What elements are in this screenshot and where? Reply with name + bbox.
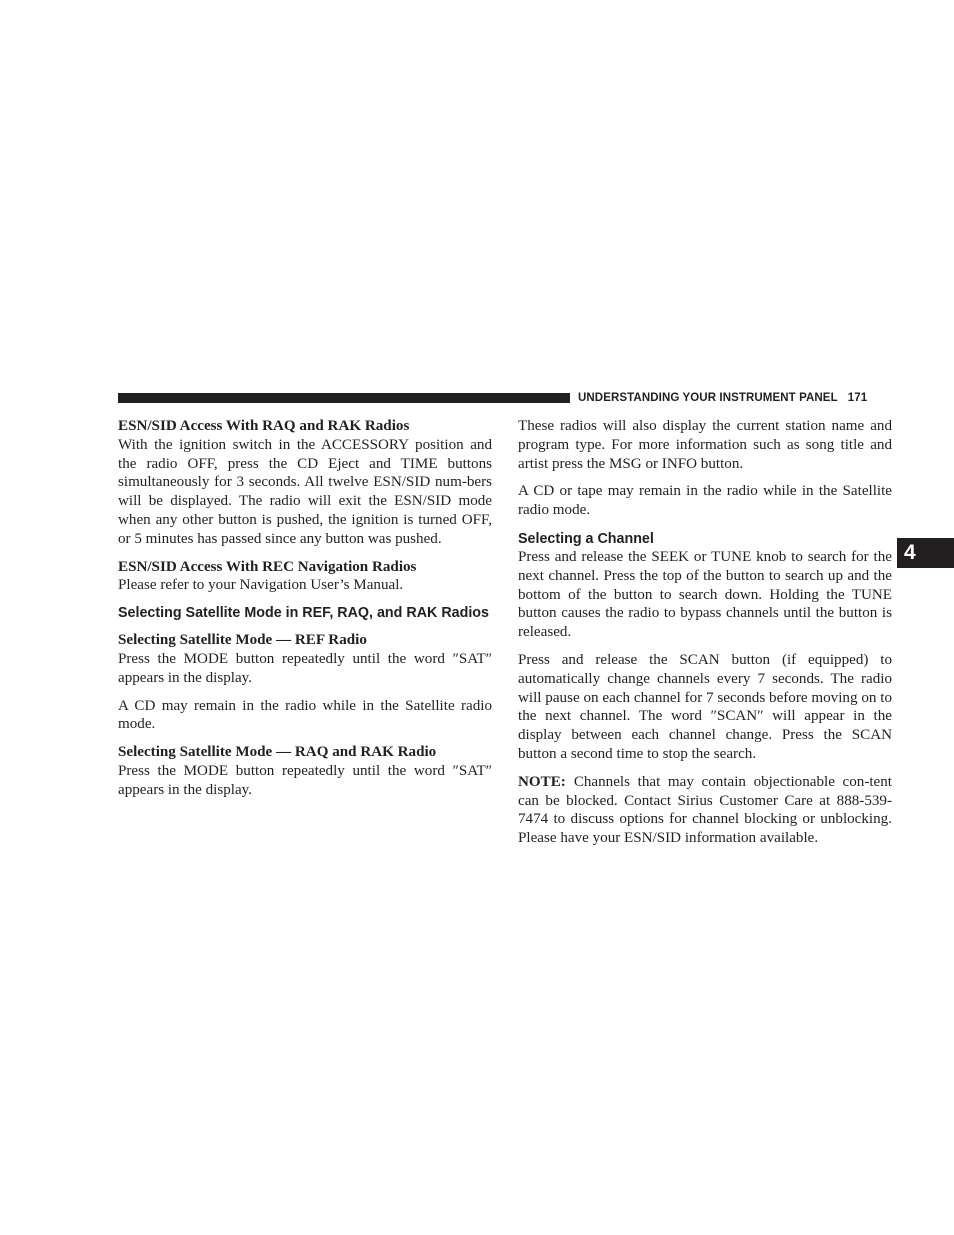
paragraph-ref-radio: Press the MODE button repeatedly until the word ″SAT″ appears in the display. bbox=[118, 650, 492, 686]
heading-raq-rak-radio: Selecting Satellite Mode — RAQ and RAK Radio bbox=[118, 744, 437, 761]
page-number: 171 bbox=[847, 392, 868, 404]
paragraph-scan: Press and release the SCAN button (if equipped) to automatically change channels every 7 seconds. The radio will pause on each channel for 7 seconds before moving on to the next channel. The word ″SCAN″ will appear in the display between each channel change. Press the SCAN button a second time to stop the search. bbox=[518, 651, 892, 762]
heading-esn-rec: ESN/SID Access With REC Navigation Radios bbox=[118, 558, 417, 575]
paragraph-seek-tune: Press and release the SEEK or TUNE knob to search for the next channel. Press the top of the button to search up and the bottom of the button to search down. Holding the TUNE button causes the radio to bypass channels until the button is released. bbox=[518, 548, 892, 641]
paragraph-raq-rak-radio: Press the MODE button repeatedly until the word ″SAT″ appears in the display. bbox=[118, 762, 492, 798]
heading-satellite-mode: Selecting Satellite Mode in REF, RAQ, and RAK Radios bbox=[118, 605, 489, 622]
heading-selecting-channel: Selecting a Channel bbox=[518, 530, 654, 547]
paragraph-station-name: These radios will also display the current station name and program type. For more information such as song title and artist press the MSG or INFO button. bbox=[518, 418, 892, 472]
section-title: UNDERSTANDING YOUR INSTRUMENT PANEL bbox=[578, 392, 838, 404]
paragraph-esn-raq-rak: With the ignition switch in the ACCESSORY position and the radio OFF, press the CD Eject and TIME buttons simultaneously for 3 seconds. All twelve ESN/SID num-bers will be displayed. The radio will exit the ESN/SID mode when any other button is pushed, the ignition is turned OFF, or 5 minutes has passed since any button was pushed. bbox=[118, 436, 492, 547]
right-column bbox=[518, 417, 892, 848]
chapter-number: 4 bbox=[904, 541, 916, 564]
chapter-tab bbox=[897, 538, 954, 568]
note-label: NOTE: bbox=[518, 773, 566, 790]
note-paragraph bbox=[518, 773, 892, 848]
paragraph-cd-remain: A CD may remain in the radio while in the Satellite radio mode. bbox=[118, 697, 492, 733]
paragraph-esn-rec: Please refer to your Navigation User’s Manual. bbox=[118, 577, 404, 594]
left-column bbox=[118, 417, 492, 800]
heading-ref-radio: Selecting Satellite Mode — REF Radio bbox=[118, 632, 367, 649]
paragraph-cd-tape: A CD or tape may remain in the radio while in the Satellite radio mode. bbox=[518, 483, 892, 519]
header-rule bbox=[118, 393, 570, 403]
note-text: Channels that may contain objectionable con-tent can be blocked. Contact Sirius Customer Care at 888-539-7474 to discuss options for channel blocking or unblocking. Please have your ESN/SID information available. bbox=[518, 773, 892, 847]
heading-esn-raq-rak: ESN/SID Access With RAQ and RAK Radios bbox=[118, 418, 410, 434]
running-header bbox=[578, 390, 892, 406]
